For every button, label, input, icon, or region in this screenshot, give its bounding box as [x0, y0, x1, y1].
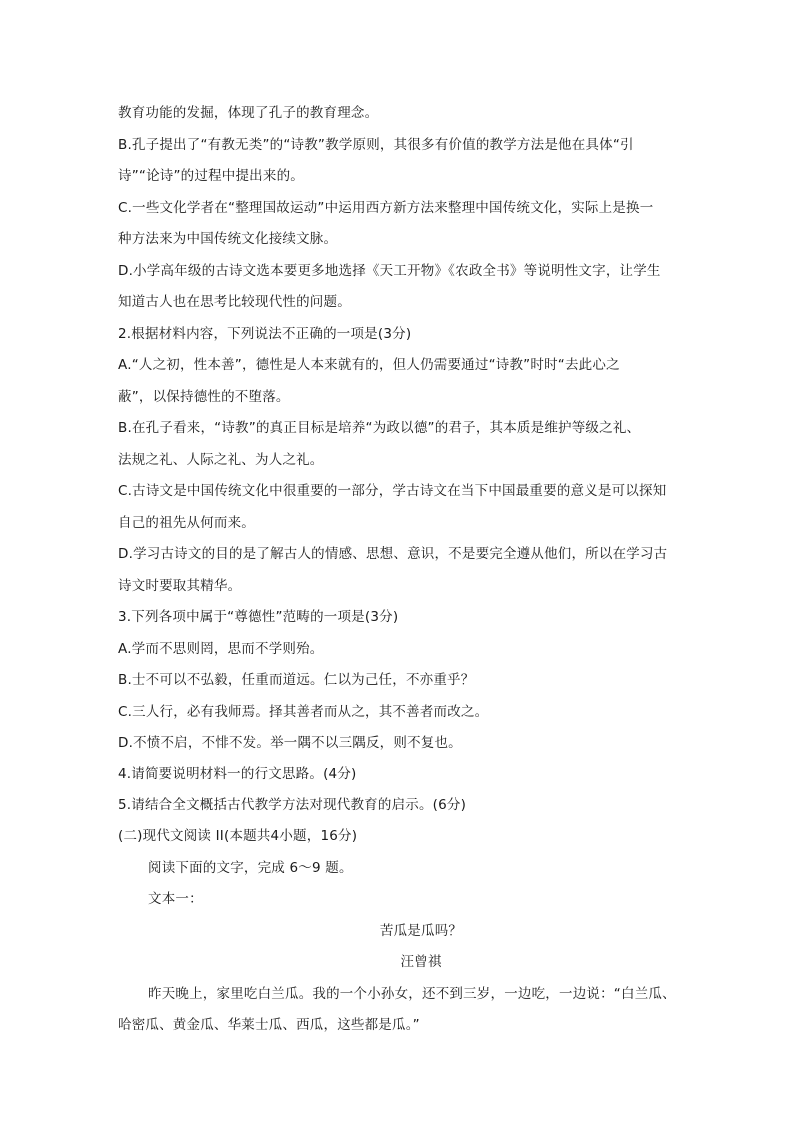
- paragraph-line: 昨天晚上，家里吃白兰瓜。我的一个小孙女，还不到三岁，一边吃，一边说：“白兰瓜、: [148, 986, 676, 1002]
- option-c-line: C.一些文化学者在“整理国故运动”中运用西方新方法来整理中国传统文化，实际上是换一: [118, 200, 654, 216]
- text-line: 知道古人也在思考比较现代性的问题。: [118, 294, 351, 310]
- section-heading: (二)现代文阅读 II(本题共4小题，16分): [118, 828, 358, 844]
- option-b-line: B.士不可以不弘毅，任重而道远。仁以为己任，不亦重乎？: [118, 672, 475, 688]
- text-line: 教育功能的发掘，体现了孔子的教育理念。: [118, 105, 379, 121]
- article-author: 汪曾祺: [400, 954, 442, 970]
- question-4: 4.请简要说明材料一的行文思路。(4分): [118, 766, 357, 782]
- option-d-line: D.不愤不启，不悱不发。举一隅不以三隅反，则不复也。: [118, 735, 462, 751]
- text-one-label: 文本一：: [148, 891, 203, 907]
- question-5: 5.请结合全文概括古代教学方法对现代教育的启示。(6分): [118, 797, 467, 813]
- option-b-line: B.孔子提出了“有教无类”的“诗教”教学原则，其很多有价值的教学方法是他在具体“引: [118, 137, 634, 153]
- option-d-line: D.学习古诗文的目的是了解古人的情感、思想、意识，不是要完全遵从他们，所以在学习古: [118, 546, 668, 562]
- question-2: 2.根据材料内容，下列说法不正确的一项是(3分): [118, 326, 412, 342]
- option-d-line: D.小学高年级的古诗文选本要更多地选择《天工开物》《农政全书》等说明性文字，让学生: [118, 263, 661, 279]
- option-c-line: C.古诗文是中国传统文化中很重要的一部分，学古诗文在当下中国最重要的意义是可以探知: [118, 483, 667, 499]
- paragraph-line: 哈密瓜、黄金瓜、华莱士瓜、西瓜，这些都是瓜。”: [118, 1017, 420, 1033]
- text-line: 蔽”，以保持德性的不堕落。: [118, 389, 290, 405]
- text-line: 法规之礼、人际之礼、为人之礼。: [118, 452, 324, 468]
- article-title: 苦瓜是瓜吗？: [379, 923, 463, 939]
- option-c-line: C.三人行，必有我师焉。择其善者而从之，其不善者而改之。: [118, 704, 489, 720]
- reading-instruction: 阅读下面的文字，完成 6～9 题。: [148, 860, 353, 876]
- option-a-line: A.学而不思则罔，思而不学则殆。: [118, 641, 324, 657]
- option-a-line: A.“人之初，性本善”，德性是人本来就有的，但人仍需要通过“诗教”时时“去此心之: [118, 357, 620, 373]
- question-3: 3.下列各项中属于“尊德性”范畴的一项是(3分): [118, 609, 399, 625]
- option-b-line: B.在孔子看来，“诗教”的真正目标是培养“为政以德”的君子，其本质是维护等级之礼、: [118, 420, 641, 436]
- text-line: 自己的祖先从何而来。: [118, 515, 255, 531]
- text-line: 诗”“论诗”的过程中提出来的。: [118, 168, 304, 184]
- text-line: 诗文时要取其精华。: [118, 578, 242, 594]
- text-line: 种方法来为中国传统文化接续文脉。: [118, 231, 338, 247]
